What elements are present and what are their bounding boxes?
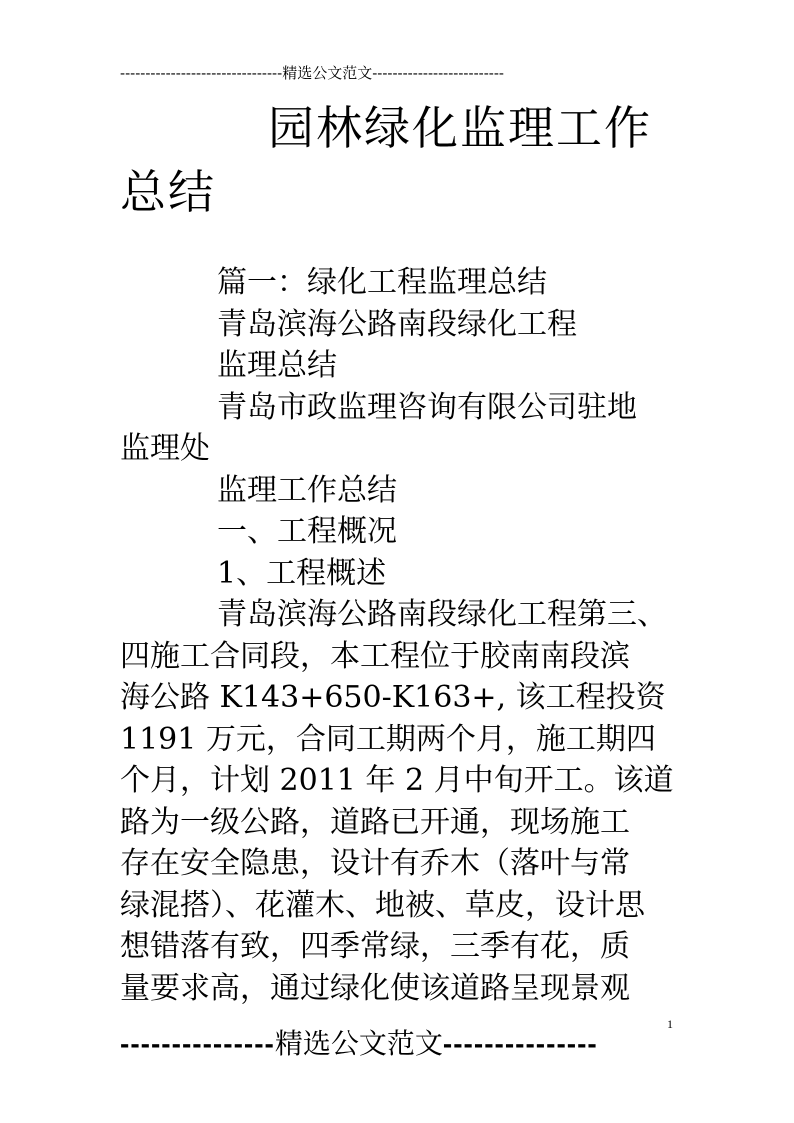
footer-label: 精选公文范文: [274, 1027, 443, 1056]
paragraph-line: 1191 万元，合同工期两个月，施工期四: [120, 721, 656, 757]
paragraph-line: 绿混搭）、花灌木、地被、草皮，设计思: [120, 887, 645, 923]
footer-left-rule: ---------------: [120, 1028, 275, 1056]
paragraph-line: 海公路 K143+650-K163+, 该工程投资: [120, 680, 666, 715]
header-label: 精选公文范文: [282, 64, 373, 82]
overview-subheading: 1、工程概述: [217, 555, 387, 591]
project-name: 青岛滨海公路南段绿化工程: [217, 306, 577, 342]
paragraph-line: 青岛滨海公路南段绿化工程第三、: [217, 597, 667, 632]
paragraph-line: 想错落有致，四季常绿，三季有花，质: [120, 929, 630, 964]
page-header: [120, 62, 665, 84]
paragraph-line: 路为一级公路，道路已开通，现场施工: [120, 804, 630, 840]
company-line: 青岛市政监理咨询有限公司驻地: [217, 389, 637, 425]
document-body: [120, 262, 676, 1009]
title-line-1: 园林绿化监理工作: [268, 101, 652, 155]
paragraph-line: 存在安全隐患，设计有乔木（落叶与常: [120, 846, 630, 881]
paragraph-line: 量要求高，通过绿化使该道路呈现景观: [120, 970, 630, 1006]
overview-heading: 一、工程概况: [217, 514, 397, 549]
summary-label: 监理总结: [217, 348, 337, 383]
company-line-cont: 监理处: [120, 431, 210, 466]
page-number: 1: [667, 1017, 673, 1031]
header-left-rule: --------------------------------: [120, 64, 283, 82]
paragraph-line: 个月，计划 2011 年 2 月中旬开工。该道: [120, 763, 674, 798]
title-line-2: 总结: [120, 165, 216, 219]
paragraph-line: 四施工合同段，本工程位于胶南南段滨: [120, 638, 630, 674]
work-summary-heading: 监理工作总结: [217, 472, 397, 508]
page-footer: [120, 1022, 665, 1056]
section-heading: 篇一：绿化工程监理总结: [217, 265, 547, 300]
footer-right-rule: ---------------: [442, 1028, 598, 1056]
document-title: [120, 96, 680, 224]
header-right-rule: --------------------------: [372, 64, 504, 82]
